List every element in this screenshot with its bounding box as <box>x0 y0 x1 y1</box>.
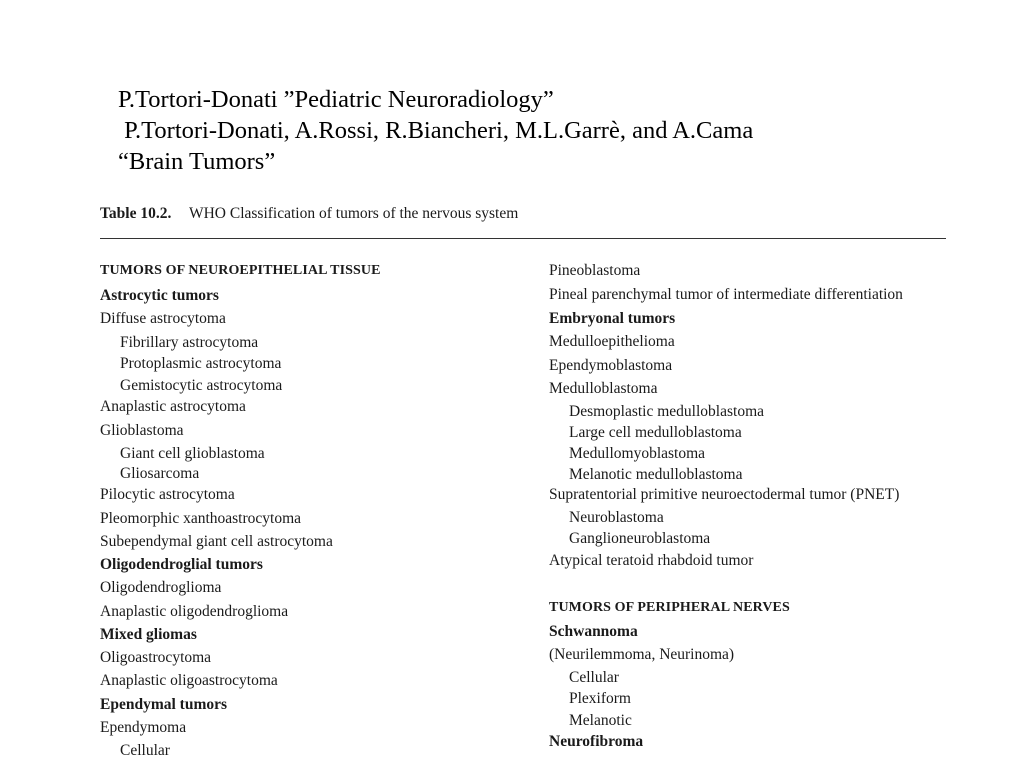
tumor-entry: Medulloepithelioma <box>549 333 675 350</box>
subtype-entry: Giant cell glioblastoma <box>120 445 265 462</box>
tumor-entry: Glioblastoma <box>100 422 184 439</box>
tumor-entry: (Neurilemmoma, Neurinoma) <box>549 646 735 663</box>
subtype-entry: Desmoplastic medulloblastoma <box>569 403 765 420</box>
section-heading: TUMORS OF NEUROEPITHELIAL TISSUE <box>100 263 381 278</box>
category-heading: Schwannoma <box>549 623 638 640</box>
subtype-entry: Protoplasmic astrocytoma <box>120 355 282 372</box>
subtype-entry: Medullomyoblastoma <box>569 445 706 462</box>
chapter-title-line: “Brain Tumors” <box>118 148 276 175</box>
tumor-entry: Anaplastic oligoastrocytoma <box>100 672 278 689</box>
category-heading: Astrocytic tumors <box>100 287 219 304</box>
subtype-entry: Ganglioneuroblastoma <box>569 530 711 547</box>
subtype-entry: Cellular <box>569 669 619 686</box>
tumor-entry: Anaplastic oligodendroglioma <box>100 603 289 620</box>
subtype-entry: Melanotic <box>569 712 632 729</box>
category-heading: Mixed gliomas <box>100 626 197 643</box>
table-title: WHO Classification of tumors of the nervous system <box>188 205 519 222</box>
subtype-entry: Plexiform <box>569 690 631 707</box>
subtype-entry: Melanotic medulloblastoma <box>569 466 743 483</box>
tumor-entry: Diffuse astrocytoma <box>100 310 226 327</box>
category-heading: Neurofibroma <box>549 733 644 750</box>
tumor-entry: Atypical teratoid rhabdoid tumor <box>549 552 754 569</box>
subtype-entry: Gliosarcoma <box>120 465 200 482</box>
tumor-entry: Anaplastic astrocytoma <box>100 398 246 415</box>
tumor-entry: Ependymoblastoma <box>549 357 673 374</box>
subtype-entry: Large cell medulloblastoma <box>569 424 742 441</box>
authors-line: P.Tortori-Donati, A.Rossi, R.Biancheri, M.L.Garrè, and A.Cama <box>118 117 754 144</box>
table-number: Table 10.2. <box>100 205 172 222</box>
section-heading: TUMORS OF PERIPHERAL NERVES <box>549 600 790 615</box>
table-caption <box>100 205 518 223</box>
subtype-entry: Neuroblastoma <box>569 509 664 526</box>
tumor-entry: Oligoastrocytoma <box>100 649 212 666</box>
category-heading: Oligodendroglial tumors <box>100 556 263 573</box>
tumor-entry: Supratentorial primitive neuroectodermal tumor (PNET) <box>549 486 900 503</box>
subtype-entry: Cellular <box>120 742 170 759</box>
category-heading: Embryonal tumors <box>549 310 676 327</box>
tumor-entry: Ependymoma <box>100 719 187 736</box>
tumor-entry: Pineoblastoma <box>549 262 641 279</box>
tumor-entry: Oligodendroglioma <box>100 579 222 596</box>
reference-header <box>118 84 753 177</box>
tumor-entry: Pilocytic astrocytoma <box>100 486 235 503</box>
category-heading: Ependymal tumors <box>100 696 228 713</box>
tumor-entry: Subependymal giant cell astrocytoma <box>100 533 333 550</box>
table-top-rule <box>100 238 946 239</box>
subtype-entry: Gemistocytic astrocytoma <box>120 377 283 394</box>
tumor-entry: Pleomorphic xanthoastrocytoma <box>100 510 302 527</box>
subtype-entry: Fibrillary astrocytoma <box>120 334 259 351</box>
tumor-entry: Pineal parenchymal tumor of intermediate differentiation <box>549 286 903 303</box>
book-citation-line: P.Tortori-Donati ”Pediatric Neuroradiology” <box>118 86 554 113</box>
tumor-entry: Medulloblastoma <box>549 380 658 397</box>
